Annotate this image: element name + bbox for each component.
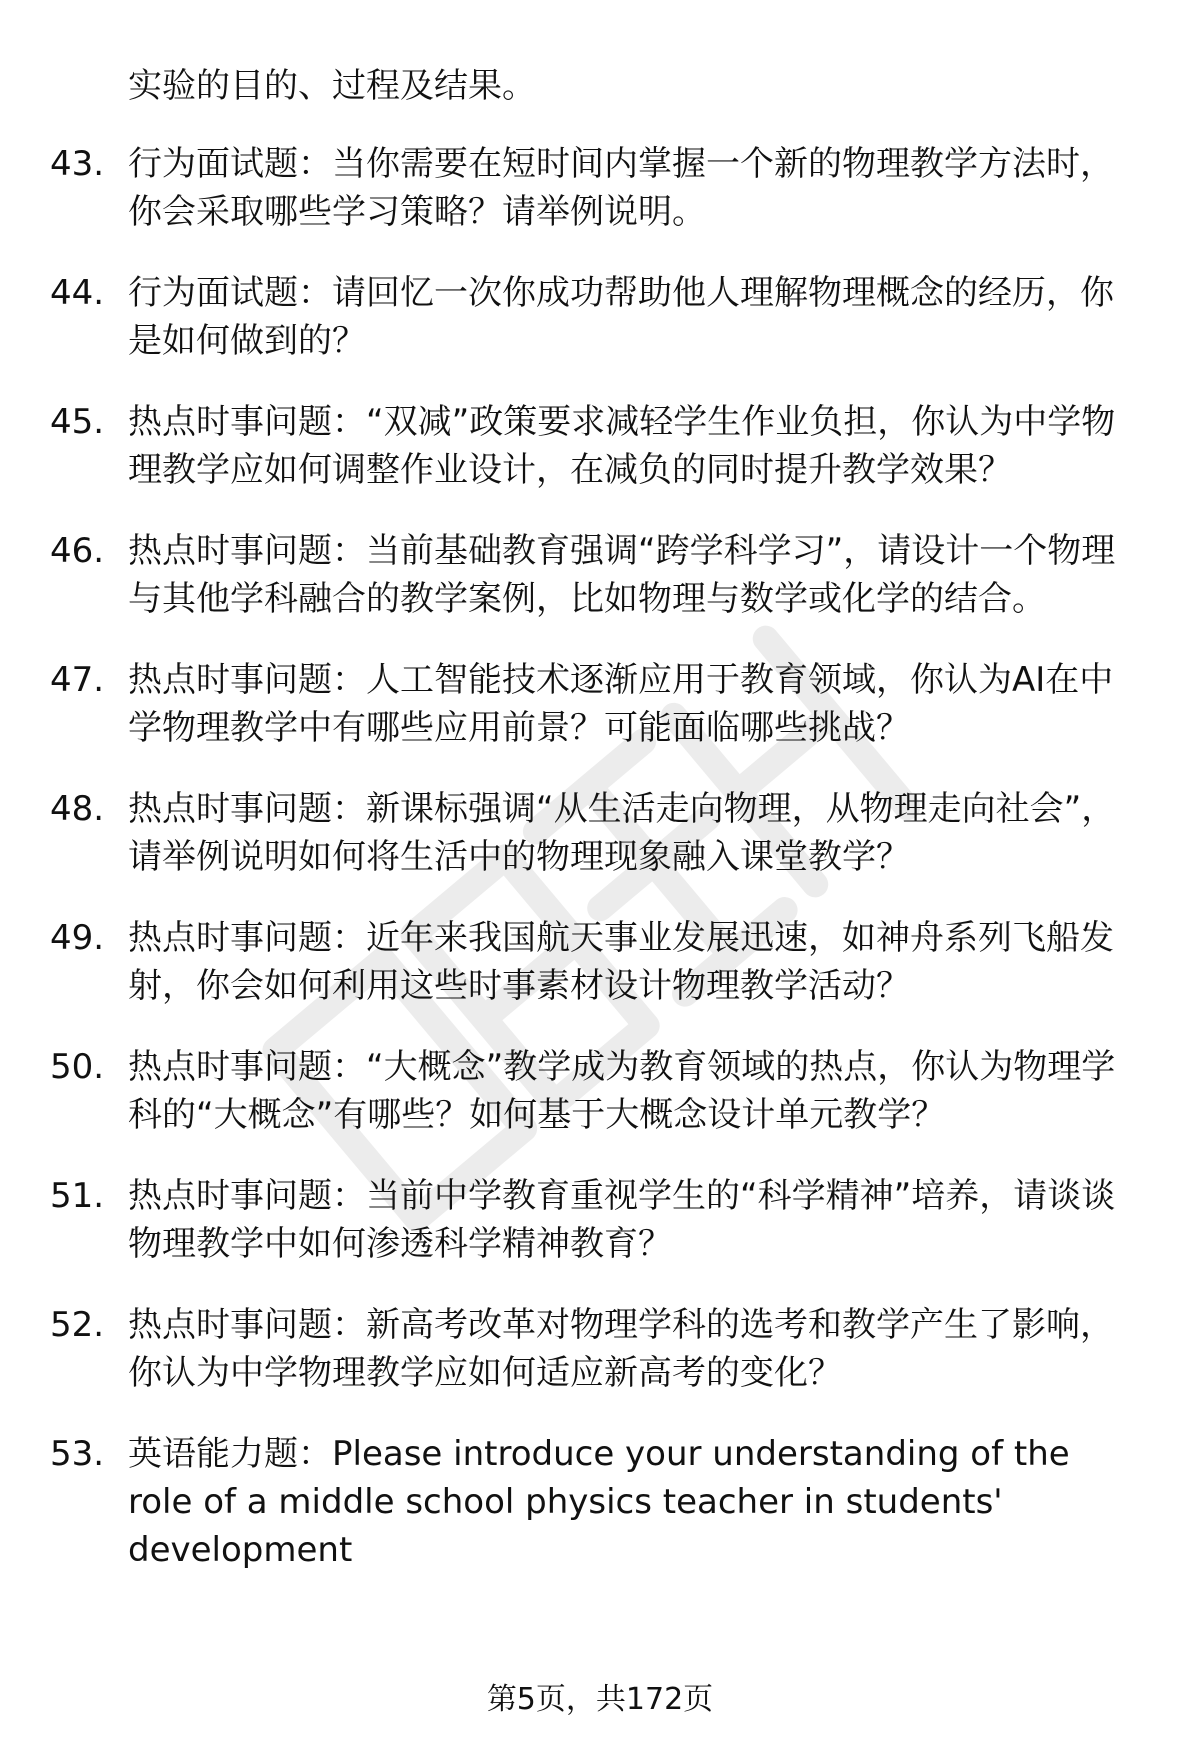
question-item-44	[50, 269, 1150, 365]
question-number: 45.	[50, 402, 105, 442]
page-footer: 第5页，共172页	[486, 1682, 714, 1717]
question-item-51	[50, 1172, 1150, 1268]
question-list	[50, 140, 1150, 1607]
question-text: 热点时事问题：“大概念”教学成为教育领域的热点，你认为物理学科的“大概念”有哪些？如何基于大概念设计单元教学？	[128, 1047, 1116, 1135]
question-text: 热点时事问题：近年来我国航天事业发展迅速，如神舟系列飞船发射，你会如何利用这些时事素材设计物理教学活动？	[128, 918, 1114, 1006]
question-item-50	[50, 1043, 1150, 1139]
question-number: 51.	[50, 1176, 105, 1216]
question-item-43	[50, 140, 1150, 236]
question-text: 热点时事问题：新高考改革对物理学科的选考和教学产生了影响，你认为中学物理教学应如何适应新高考的变化？	[128, 1305, 1114, 1393]
question-text: 热点时事问题：“双减”政策要求减轻学生作业负担，你认为中学物理教学应如何调整作业设计，在减负的同时提升教学效果？	[128, 402, 1116, 490]
question-number: 53.	[50, 1434, 105, 1474]
question-item-53	[50, 1430, 1150, 1574]
question-text: 热点时事问题：当前中学教育重视学生的“科学精神”培养，请谈谈物理教学中如何渗透科学精神教育？	[128, 1176, 1116, 1264]
question-item-52	[50, 1301, 1150, 1397]
question-number: 52.	[50, 1305, 105, 1345]
question-number: 43.	[50, 144, 105, 184]
question-item-49	[50, 914, 1150, 1010]
question-item-48	[50, 785, 1150, 881]
question-number: 49.	[50, 918, 105, 958]
question-item-45	[50, 398, 1150, 494]
question-text: 热点时事问题：人工智能技术逐渐应用于教育领域，你认为AI在中学物理教学中有哪些应用前景？可能面临哪些挑战？	[128, 660, 1114, 748]
question-item-46	[50, 527, 1150, 623]
question-text: 热点时事问题：当前基础教育强调“跨学科学习”，请设计一个物理与其他学科融合的教学案例，比如物理与数学或化学的结合。	[128, 531, 1116, 619]
question-text: 行为面试题：请回忆一次你成功帮助他人理解物理概念的经历，你是如何做到的？	[128, 273, 1114, 361]
question-number: 50.	[50, 1047, 105, 1087]
question-number: 46.	[50, 531, 105, 571]
question-number: 44.	[50, 273, 105, 313]
question-number: 48.	[50, 789, 105, 829]
question-text: 行为面试题：当你需要在短时间内掌握一个新的物理教学方法时，你会采取哪些学习策略？请举例说明。	[128, 144, 1114, 232]
question-number: 47.	[50, 660, 105, 700]
continuation-text: 实验的目的、过程及结果。	[128, 66, 536, 106]
question-text: 热点时事问题：新课标强调“从生活走向物理，从物理走向社会”，请举例说明如何将生活中的物理现象融入课堂教学？	[128, 789, 1116, 877]
question-text: 英语能力题：Please introduce your understanding of the role of a middle school physics teacher in students' development	[128, 1434, 1070, 1570]
question-item-47	[50, 656, 1150, 752]
